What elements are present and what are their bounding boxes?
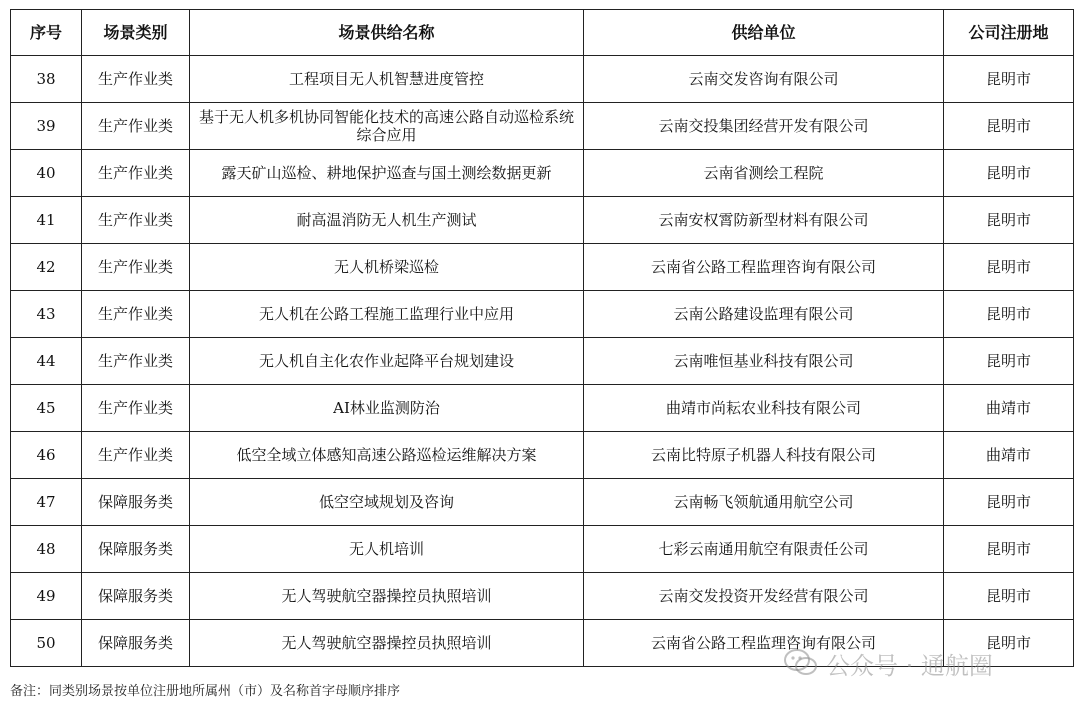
scene-supply-table — [10, 9, 1074, 667]
table-row — [11, 56, 1074, 103]
header-no: 序号 — [11, 10, 82, 56]
footnote: 备注：同类别场景按单位注册地所属州（市）及名称首字母顺序排序 — [10, 684, 401, 699]
cell-location: 昆明市 — [944, 103, 1074, 150]
cell-location: 昆明市 — [944, 620, 1074, 667]
cell-location: 昆明市 — [944, 291, 1074, 338]
table-row — [11, 385, 1074, 432]
cell-no: 50 — [11, 620, 82, 667]
header-name: 场景供给名称 — [190, 10, 584, 56]
cell-category: 生产作业类 — [82, 103, 190, 150]
table-body — [11, 56, 1074, 667]
table-row — [11, 620, 1074, 667]
header-supplier: 供给单位 — [584, 10, 944, 56]
cell-category: 生产作业类 — [82, 197, 190, 244]
table-row — [11, 573, 1074, 620]
table-row — [11, 338, 1074, 385]
cell-supplier: 曲靖市尚耘农业科技有限公司 — [584, 385, 944, 432]
cell-name: 无人驾驶航空器操控员执照培训 — [190, 573, 584, 620]
table-row — [11, 526, 1074, 573]
cell-name: 无人机在公路工程施工监理行业中应用 — [190, 291, 584, 338]
cell-location: 昆明市 — [944, 573, 1074, 620]
cell-location: 昆明市 — [944, 150, 1074, 197]
cell-no: 46 — [11, 432, 82, 479]
cell-location: 昆明市 — [944, 244, 1074, 291]
cell-supplier: 云南交投集团经营开发有限公司 — [584, 103, 944, 150]
watermark-text: 公众号 · 通航圈 — [826, 651, 993, 680]
cell-name: 无人机桥梁巡检 — [190, 244, 584, 291]
cell-no: 47 — [11, 479, 82, 526]
cell-supplier: 云南省测绘工程院 — [584, 150, 944, 197]
cell-name: 基于无人机多机协同智能化技术的高速公路自动巡检系统综合应用 — [190, 103, 584, 150]
cell-supplier: 云南公路建设监理有限公司 — [584, 291, 944, 338]
cell-name: 低空全域立体感知高速公路巡检运维解决方案 — [190, 432, 584, 479]
cell-name: 工程项目无人机智慧进度管控 — [190, 56, 584, 103]
cell-no: 40 — [11, 150, 82, 197]
cell-name: 低空空域规划及咨询 — [190, 479, 584, 526]
cell-supplier: 云南比特原子机器人科技有限公司 — [584, 432, 944, 479]
cell-no: 42 — [11, 244, 82, 291]
cell-no: 44 — [11, 338, 82, 385]
cell-category: 生产作业类 — [82, 56, 190, 103]
header-category: 场景类别 — [82, 10, 190, 56]
table-row — [11, 197, 1074, 244]
cell-supplier: 云南省公路工程监理咨询有限公司 — [584, 244, 944, 291]
cell-category: 生产作业类 — [82, 244, 190, 291]
table-row — [11, 244, 1074, 291]
cell-category: 生产作业类 — [82, 432, 190, 479]
table-row — [11, 103, 1074, 150]
cell-category: 生产作业类 — [82, 385, 190, 432]
cell-location: 昆明市 — [944, 338, 1074, 385]
table-row — [11, 291, 1074, 338]
cell-name: 无人机培训 — [190, 526, 584, 573]
cell-no: 43 — [11, 291, 82, 338]
cell-category: 保障服务类 — [82, 620, 190, 667]
cell-supplier: 云南交发投资开发经营有限公司 — [584, 573, 944, 620]
cell-no: 39 — [11, 103, 82, 150]
cell-location: 昆明市 — [944, 197, 1074, 244]
cell-no: 45 — [11, 385, 82, 432]
cell-name: 无人机自主化农作业起降平台规划建设 — [190, 338, 584, 385]
table-row — [11, 432, 1074, 479]
cell-name: 无人驾驶航空器操控员执照培训 — [190, 620, 584, 667]
cell-category: 保障服务类 — [82, 526, 190, 573]
cell-category: 保障服务类 — [82, 479, 190, 526]
cell-location: 昆明市 — [944, 479, 1074, 526]
table-header-row — [11, 10, 1074, 56]
cell-supplier: 云南唯恒基业科技有限公司 — [584, 338, 944, 385]
cell-no: 49 — [11, 573, 82, 620]
cell-category: 生产作业类 — [82, 291, 190, 338]
cell-supplier: 云南畅飞领航通用航空公司 — [584, 479, 944, 526]
cell-category: 生产作业类 — [82, 150, 190, 197]
cell-category: 生产作业类 — [82, 338, 190, 385]
cell-name: AI林业监测防治 — [190, 385, 584, 432]
cell-supplier: 云南省公路工程监理咨询有限公司 — [584, 620, 944, 667]
cell-location: 昆明市 — [944, 526, 1074, 573]
cell-supplier: 云南交发咨询有限公司 — [584, 56, 944, 103]
cell-location: 曲靖市 — [944, 432, 1074, 479]
header-location: 公司注册地 — [944, 10, 1074, 56]
table-row — [11, 150, 1074, 197]
cell-supplier: 云南安权霄防新型材料有限公司 — [584, 197, 944, 244]
cell-name: 露天矿山巡检、耕地保护巡查与国土测绘数据更新 — [190, 150, 584, 197]
cell-location: 曲靖市 — [944, 385, 1074, 432]
cell-no: 38 — [11, 56, 82, 103]
cell-name: 耐高温消防无人机生产测试 — [190, 197, 584, 244]
cell-no: 48 — [11, 526, 82, 573]
cell-no: 41 — [11, 197, 82, 244]
cell-supplier: 七彩云南通用航空有限责任公司 — [584, 526, 944, 573]
cell-category: 保障服务类 — [82, 573, 190, 620]
table-row — [11, 479, 1074, 526]
cell-location: 昆明市 — [944, 56, 1074, 103]
